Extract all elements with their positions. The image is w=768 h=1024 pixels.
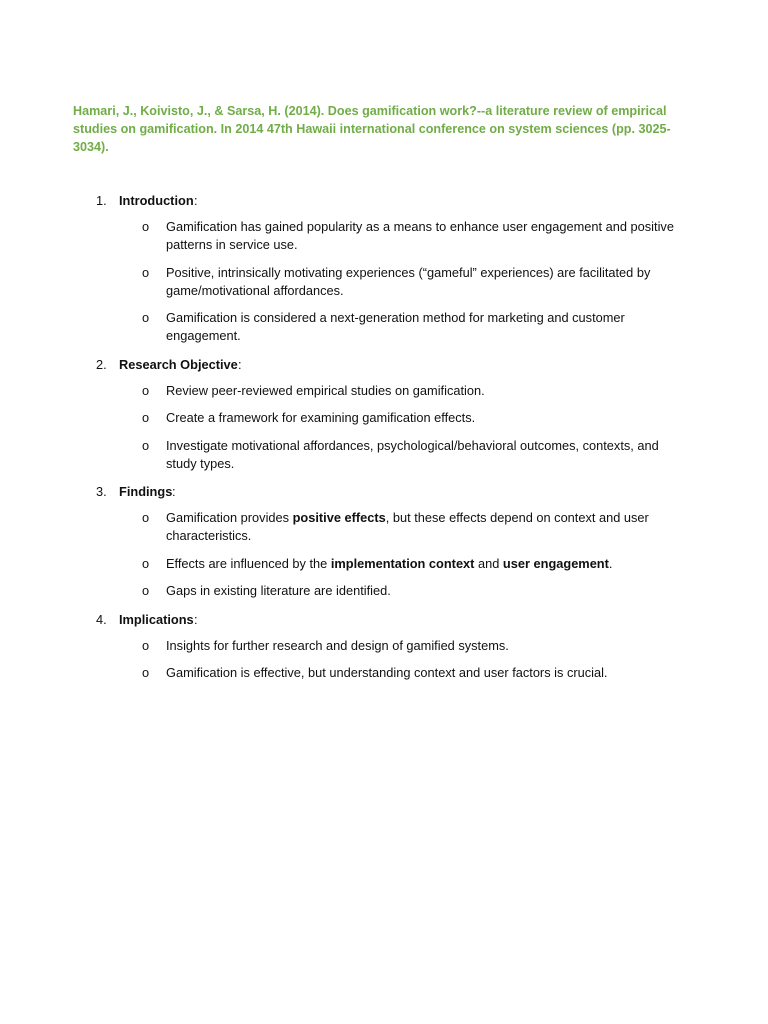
bullet-text: [166, 638, 509, 653]
section-title-colon: :: [172, 484, 176, 499]
bullet-item: [142, 409, 686, 427]
text-run: , but these effects depend on context and user characteristics.: [166, 510, 649, 543]
citation-text: Hamari, J., Koivisto, J., & Sarsa, H. (2014). Does gamification work?--a literature review of empirical studies on gamification. In 2014 47th Hawaii international conference on system sciences (pp. 3025-3034).: [73, 104, 671, 154]
summary-outline: [0, 191, 768, 692]
outline-section: [0, 482, 768, 600]
section-title: Introduction: [119, 193, 194, 208]
outline-section: [0, 355, 768, 473]
text-run: Gamification is effective, but understanding context and user factors is crucial.: [166, 665, 608, 680]
section-title: Findings: [119, 484, 173, 499]
text-run: Insights for further research and design of gamified systems.: [166, 637, 509, 653]
bullet-text: [166, 556, 612, 571]
bullet-item: [142, 264, 686, 300]
bold-phrase: positive effects: [292, 510, 386, 525]
section-number: 2.: [96, 356, 107, 372]
text-run: Effects are influenced by the: [166, 555, 331, 571]
section-number: 4.: [96, 611, 107, 627]
bullet-marker: o: [142, 437, 150, 453]
bullet-item: [142, 382, 686, 400]
bullet-marker: o: [142, 637, 150, 653]
outline-section: [0, 610, 768, 683]
bullet-text: [166, 265, 650, 298]
bullet-text: [166, 665, 607, 680]
section-heading: [0, 355, 768, 375]
bullet-text: [166, 583, 391, 598]
bullet-marker: o: [142, 583, 150, 598]
bullet-text: [166, 219, 674, 252]
bullet-marker: o: [142, 219, 150, 234]
text-run: Gamification is considered a next-generation method for marketing and customer engagement.: [166, 310, 625, 343]
outline-section: [0, 191, 768, 345]
bold-phrase: user engagement: [502, 555, 609, 571]
bullet-marker: o: [142, 310, 150, 325]
bullet-text: [166, 410, 475, 425]
section-heading: [0, 482, 768, 502]
section-heading: [0, 610, 768, 630]
bullet-text: [166, 383, 485, 398]
text-run: Investigate motivational affordances, psychological/behavioral outcomes, contexts, and study types.: [166, 437, 659, 471]
section-number: 3.: [96, 484, 107, 499]
bullet-item: [142, 437, 686, 473]
bullet-item: [142, 309, 686, 345]
bullet-text: [166, 310, 625, 343]
section-title-colon: :: [194, 193, 198, 208]
bullet-marker: o: [142, 382, 150, 398]
bullet-marker: o: [142, 510, 150, 525]
text-run: Gamification has gained popularity as a means to enhance user engagement and positive patterns in service use.: [166, 219, 674, 252]
text-run: and: [474, 555, 503, 571]
bullet-item: [142, 582, 686, 600]
bold-phrase: implementation context: [330, 555, 475, 571]
text-run: Create a framework for examining gamification effects.: [166, 410, 476, 425]
text-run: Positive, intrinsically motivating experiences (“gameful” experiences) are facilitated by game/motivational affordances.: [166, 264, 651, 298]
bullet-marker: o: [142, 555, 150, 571]
bullet-text: [166, 510, 649, 543]
section-heading: [0, 191, 768, 211]
bullet-item: [142, 555, 686, 573]
bullet-marker: o: [142, 264, 150, 280]
section-number: 1.: [96, 193, 107, 208]
bullet-item: [142, 509, 686, 545]
text-run: Gaps in existing literature are identified.: [166, 583, 391, 598]
bullet-item: [142, 637, 686, 655]
bullet-item: [142, 664, 686, 682]
section-title: Implications: [119, 611, 194, 627]
text-run: Review peer-reviewed empirical studies on gamification.: [166, 382, 485, 398]
text-run: Gamification provides: [166, 510, 293, 525]
text-run: .: [608, 555, 613, 571]
section-title-colon: :: [238, 356, 242, 372]
bullet-text: [166, 438, 659, 471]
bullet-marker: o: [142, 410, 150, 425]
bullet-item: [142, 218, 686, 254]
bullet-marker: o: [142, 665, 150, 680]
section-title-colon: :: [194, 611, 198, 627]
section-title: Research Objective: [119, 356, 238, 372]
